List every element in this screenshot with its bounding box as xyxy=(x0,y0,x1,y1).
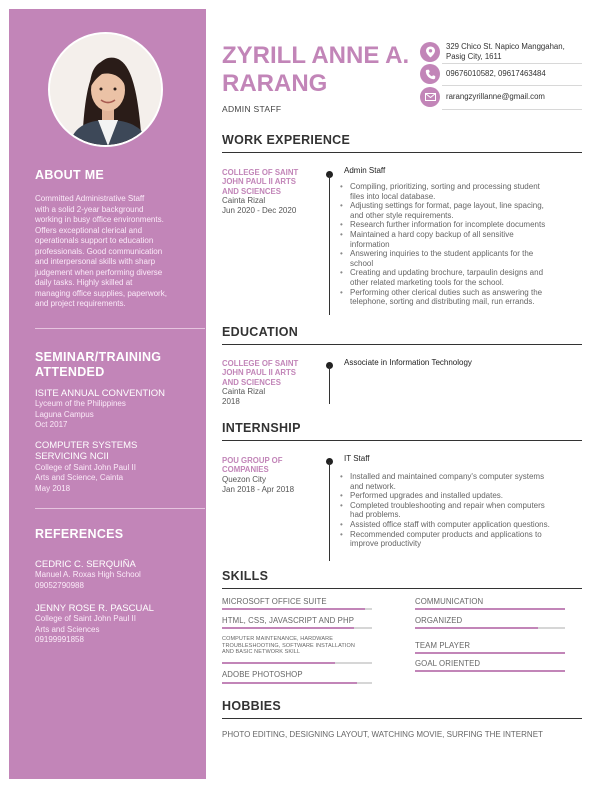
divider xyxy=(35,328,205,329)
section-rule xyxy=(222,718,582,719)
seminar-item: COMPUTER SYSTEMS SERVICING NCII College of Saint John Paul II Arts and Science, Cainta May 2018 xyxy=(35,440,138,493)
reference-item: JENNY ROSE R. PASCUAL College of Saint John Paul II Arts and Sciences 09199991858 xyxy=(35,603,154,645)
list-item: • Creating and updating brochure, tarpaulin designs and other related marketing tools for the school. xyxy=(340,268,585,287)
skill-label: HTML, CSS, JAVASCRIPT AND PHP xyxy=(222,616,355,625)
skill-bar xyxy=(415,608,565,610)
contact-phone xyxy=(420,64,590,84)
skill-label: MICROSOFT OFFICE SUITE xyxy=(222,597,327,606)
divider xyxy=(442,109,582,110)
internship-heading: INTERNSHIP xyxy=(222,421,301,435)
skill-bar xyxy=(415,670,565,672)
skill-label: ORGANIZED xyxy=(415,616,463,625)
list-item: • Research further information for incomplete documents xyxy=(340,220,585,230)
timeline-line xyxy=(329,366,330,404)
section-rule xyxy=(222,440,582,441)
list-item: • Performing other clerical duties such as answering the telephone, sorting and distributing mail, run errands. xyxy=(340,288,585,307)
hobbies-text: PHOTO EDITING, DESIGNING LAYOUT, WATCHING MOVIE, SURFING THE INTERNET xyxy=(222,730,543,739)
section-rule xyxy=(222,344,582,345)
internship-title: IT Staff xyxy=(344,454,370,463)
job-role: ADMIN STAFF xyxy=(222,104,282,114)
mail-icon xyxy=(420,87,440,107)
email-text[interactable]: rarangzyrillanne@gmail.com xyxy=(446,92,545,101)
skill-label: COMMUNICATION xyxy=(415,597,484,606)
work-title: Admin Staff xyxy=(344,166,386,175)
education-degree: Associate in Information Technology xyxy=(344,358,472,367)
internship-org: POU GROUP OF COMPANIES Quezon City Jan 2018 - Apr 2018 xyxy=(222,456,295,494)
list-item: • Adjusting settings for format, page layout, line spacing, and other style requirements. xyxy=(340,201,585,220)
list-item: • Performed upgrades and installed updates. xyxy=(340,491,585,501)
skill-bar xyxy=(415,652,565,654)
list-item: • Installed and maintained company's computer systems and network. xyxy=(340,472,585,491)
divider xyxy=(442,85,582,86)
list-item: • Maintained a hard copy backup of all sensitive information xyxy=(340,230,585,249)
avatar xyxy=(48,32,163,147)
education-org: COLLEGE OF SAINT JOHN PAUL II ARTS AND SCIENCES Cainta Rizal 2018 xyxy=(222,359,299,407)
list-item: • Compiling, prioritizing, sorting and processing student files into local database. xyxy=(340,182,585,201)
references-heading: REFERENCES xyxy=(35,527,124,541)
skill-bar xyxy=(415,627,565,629)
seminar-item: ISITE ANNUAL CONVENTION Lyceum of the Philippines Laguna Campus Oct 2017 xyxy=(35,388,166,430)
timeline-line xyxy=(329,462,330,561)
phone-icon xyxy=(420,64,440,84)
portrait-photo-icon xyxy=(50,34,163,147)
skills-heading: SKILLS xyxy=(222,569,269,583)
education-heading: EDUCATION xyxy=(222,325,299,339)
contact-address xyxy=(420,42,590,62)
work-heading: WORK EXPERIENCE xyxy=(222,133,351,147)
hobbies-heading: HOBBIES xyxy=(222,699,282,713)
list-item: • Recommended computer products and applications to improve productivity xyxy=(340,530,585,549)
list-item: • Assisted office staff with computer application questions. xyxy=(340,520,585,530)
internship-duties xyxy=(340,472,585,549)
divider xyxy=(35,508,205,509)
work-org: COLLEGE OF SAINT JOHN PAUL II ARTS AND SCIENCES Cainta Rizal Jun 2020 - Dec 2020 xyxy=(222,168,299,216)
location-pin-icon xyxy=(420,42,440,62)
section-rule xyxy=(222,588,582,589)
reference-item: CEDRIC C. SERQUIÑA Manuel A. Roxas High School 09052790988 xyxy=(35,559,141,590)
skill-label: TEAM PLAYER xyxy=(415,641,471,650)
seminar-heading: SEMINAR/TRAINING ATTENDED xyxy=(35,350,162,379)
work-duties xyxy=(340,182,585,307)
full-name: ZYRILL ANNE A. RARANG xyxy=(222,42,410,98)
list-item: • Answering inquiries to the student applicants for the school xyxy=(340,249,585,268)
sidebar xyxy=(9,9,206,779)
skill-label: ADOBE PHOTOSHOP xyxy=(222,670,303,679)
about-heading: ABOUT ME xyxy=(35,168,105,182)
address-text: 329 Chico St. Napico Manggahan, Pasig City, 1611 xyxy=(446,42,565,61)
skill-bar xyxy=(222,682,372,684)
about-text: Committed Administrative Staff with a solid 2-year background working in busy office environments. Offers exceptional clerical and operationals support to education professionals. Good communication and interpersonal skills with sharp judgement when performing diverse daily tasks. Highly skilled at managing office supplies, paperwork, and project requirements. xyxy=(35,194,167,309)
skill-bar xyxy=(222,608,372,610)
phone-text: 09676010582, 09617463484 xyxy=(446,69,546,78)
skill-label: COMPUTER MAINTENANCE, HARDWARE TROUBLESHOOTING, SOFTWARE INSTALLATION AND BASIC NETWORK SKILL xyxy=(222,636,355,656)
timeline-line xyxy=(329,175,330,315)
section-rule xyxy=(222,152,582,153)
skill-label: GOAL ORIENTED xyxy=(415,659,481,668)
skill-bar xyxy=(222,627,372,629)
list-item: • Completed troubleshooting and repair when computers had problems. xyxy=(340,501,585,520)
skill-bar xyxy=(222,662,372,664)
contact-email xyxy=(420,87,590,107)
